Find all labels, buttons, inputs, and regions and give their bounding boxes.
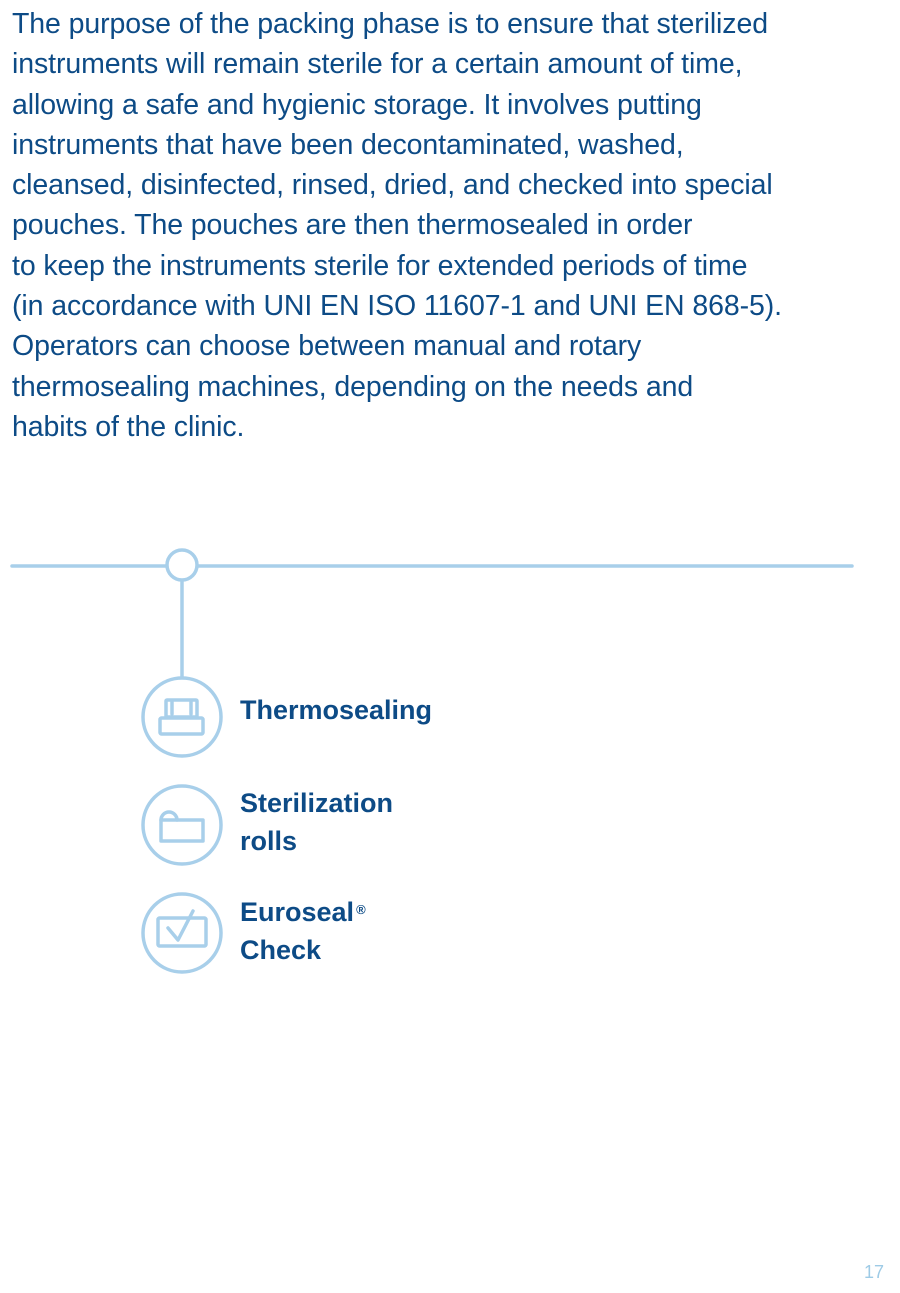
intro-line: allowing a safe and hygienic storage. It involves putting (12, 88, 702, 121)
intro-line: (in accordance with UNI EN ISO 11607-1 and UNI EN 868-5). (12, 290, 782, 323)
timeline-node (167, 550, 197, 580)
item-thermosealing-label (240, 691, 432, 729)
item-label-line: rolls (240, 826, 298, 856)
intro-line: instruments will remain sterile for a certain amount of time, (12, 48, 743, 81)
intro-line: to keep the instruments sterile for extended periods of time (12, 249, 748, 282)
intro-line: instruments that have been decontaminated, washed, (12, 128, 684, 161)
item-label-line: Check (240, 935, 322, 965)
sterilization-roll-icon (143, 786, 221, 864)
intro-paragraph (12, 4, 872, 447)
intro-line: cleansed, disinfected, rinsed, dried, and checked into special (12, 169, 773, 202)
registered-trademark: ® (356, 902, 366, 917)
intro-line: thermosealing machines, depending on the needs and (12, 370, 694, 403)
intro-line: The purpose of the packing phase is to ensure that sterilized (12, 8, 768, 40)
item-euroseal-check-label (240, 893, 366, 969)
intro-line: habits of the clinic. (12, 410, 245, 443)
item-label-line: Thermosealing (240, 695, 433, 725)
intro-line: Operators can choose between manual and rotary (12, 330, 642, 363)
item-label-line: Sterilization (240, 788, 394, 818)
check-pouch-icon (143, 894, 221, 972)
intro-line: pouches. The pouches are then thermosealed in order (12, 209, 693, 242)
item-label-line: Euroseal (240, 897, 355, 927)
page-number: 17 (863, 1262, 884, 1282)
thermosealing-machine-icon (143, 678, 221, 756)
item-sterilization-rolls-label (240, 784, 393, 860)
